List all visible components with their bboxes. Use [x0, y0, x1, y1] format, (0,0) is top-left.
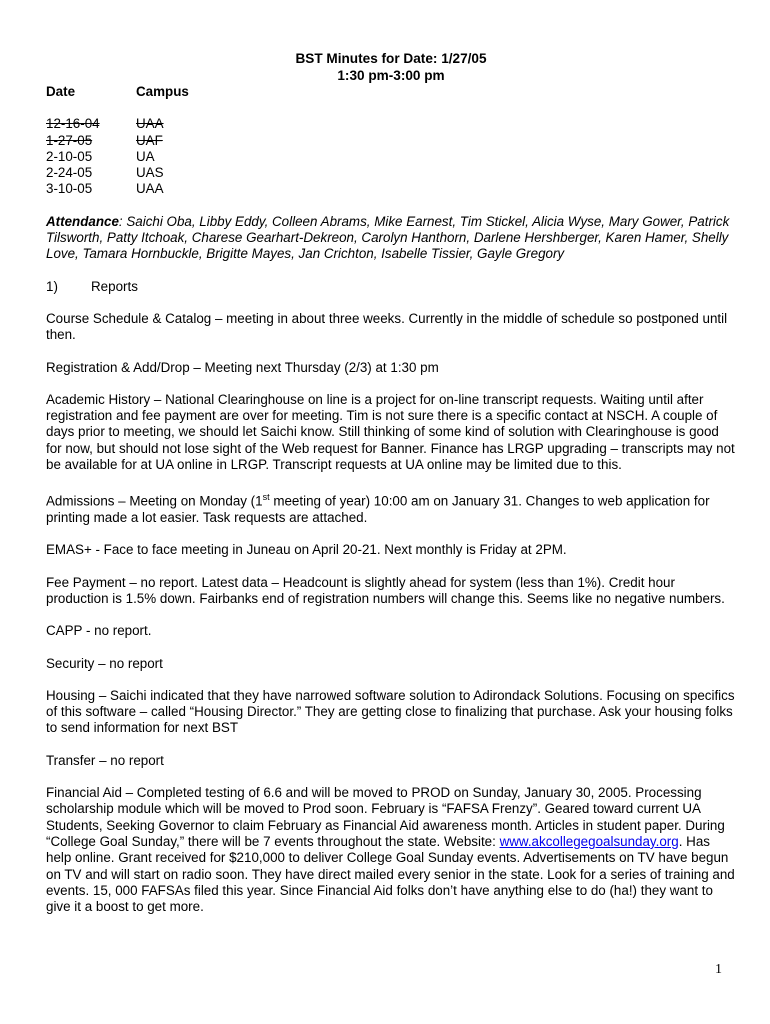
admissions-text-a: Admissions – Meeting on Monday (1 — [46, 493, 263, 509]
page-title — [46, 50, 736, 84]
transfer-paragraph: Transfer – no report — [46, 752, 164, 768]
schedule-date: 12-16-04 — [46, 116, 100, 132]
schedule-row — [46, 149, 736, 165]
schedule-campus: UAA — [136, 181, 164, 197]
schedule-campus: UAF — [136, 132, 163, 148]
schedule-campus: UAS — [136, 165, 164, 181]
schedule-date: 2-10-05 — [46, 148, 93, 164]
admissions-superscript: st — [262, 492, 270, 503]
schedule-row — [46, 116, 736, 132]
security-paragraph: Security – no report — [46, 655, 163, 671]
financial-aid-text-a: Financial Aid – Completed testing of 6.6 and will be moved to PROD on Sunday, January 30, 2005. Processing scholarship module which will be moved to Prod soon. February is “FAFSA Frenzy”. Geared toward current UA Students, Seeking Governor to claim February as Financial Aid awareness month. Articles in student paper. During “College Goal Sunday,” there will be 7 events throughout the state. Website: — [46, 785, 725, 849]
schedule-row — [46, 181, 736, 197]
section-number: 1) — [46, 278, 58, 294]
college-goal-sunday-link[interactable]: www.akcollegegoalsunday.org — [499, 833, 679, 849]
schedule-table — [46, 84, 736, 198]
registration-paragraph: Registration & Add/Drop – Meeting next Thursday (2/3) at 1:30 pm — [46, 359, 439, 375]
page-number: 1 — [715, 962, 722, 977]
admissions-paragraph — [46, 489, 736, 526]
section-heading-reports — [46, 279, 736, 295]
schedule-date: 1-27-05 — [46, 132, 93, 148]
attendance-paragraph — [46, 214, 736, 263]
academic-history-paragraph: Academic History – National Clearinghouse on line is a project for on-line transcript requests. Waiting until after registration and fee payment are over for meeting. Tim is not sure there is a specific contact at NSCH. A couple of days prior to meeting, we should let Saichi know. Still thinking of some kind of solution with Clearinghouse is good for now, but should not lose sight of the Web request for Banner. Finance has LRGP upgrading – transcripts may not be available for at UA online in LRGP. Transcript requests at UA online may be limited due to this. — [46, 391, 735, 473]
schedule-campus: UAA — [136, 116, 164, 132]
schedule-row — [46, 133, 736, 149]
campus-column-header: Campus — [136, 84, 189, 99]
capp-paragraph: CAPP - no report. — [46, 623, 152, 639]
financial-aid-text-b: . Has help online. Grant received for $210,000 to deliver College Goal Sunday events. Advertisements on TV have begun on TV and will start on radio soon. They have direct mailed every senior in the state. Look for a series of training and events. 15, 000 FAFSAs filed this year. Since Financial Aid folks don’t have anything else to do (ha!) they want to give it a boost to get more. — [46, 833, 735, 915]
document-page — [46, 50, 736, 931]
date-column-header: Date — [46, 84, 76, 99]
schedule-date: 3-10-05 — [46, 181, 93, 197]
financial-aid-paragraph — [46, 785, 736, 915]
title-line-1: BST Minutes for Date: 1/27/05 — [295, 51, 487, 66]
admissions-text-b: meeting of year) 10:00 am on January 31. Changes to web application for printing made a lot easier. Task requests are attached. — [46, 493, 710, 526]
schedule-header — [46, 84, 736, 100]
emas-paragraph: EMAS+ - Face to face meeting in Juneau on April 20-21. Next monthly is Friday at 2PM. — [46, 542, 567, 558]
title-line-2: 1:30 pm-3:00 pm — [337, 68, 445, 83]
schedule-row — [46, 165, 736, 181]
housing-paragraph: Housing – Saichi indicated that they have narrowed software solution to Adirondack Solutions. Focusing on specifics of this software – called “Housing Director.” They are getting close to finalizing that purchase. Ask your housing folks to send information for next BST — [46, 687, 735, 736]
attendance-label: Attendance — [46, 213, 119, 229]
course-schedule-paragraph: Course Schedule & Catalog – meeting in about three weeks. Currently in the middle of schedule so postponed until then. — [46, 310, 728, 343]
schedule-date: 2-24-05 — [46, 165, 93, 181]
schedule-campus: UA — [136, 148, 155, 164]
attendance-list: : Saichi Oba, Libby Eddy, Colleen Abrams, Mike Earnest, Tim Stickel, Alicia Wyse, Mary Gower, Patrick Tilsworth, Patty Itchoak, Charese Gearhart-Dekreon, Carolyn Hanthorn, Darlene Hershberger, Karen Hamer, Shelly Love, Tamara Hornbuckle, Brigitte Mayes, Jan Crichton, Isabelle Tissier, Gayle Gregory — [46, 213, 730, 262]
section-title: Reports — [91, 278, 138, 294]
fee-payment-paragraph: Fee Payment – no report. Latest data – Headcount is slightly ahead for system (less than 1%). Credit hour production is 1.5% down. Fairbanks end of registration numbers will change this. Seems like no negative numbers. — [46, 574, 725, 606]
